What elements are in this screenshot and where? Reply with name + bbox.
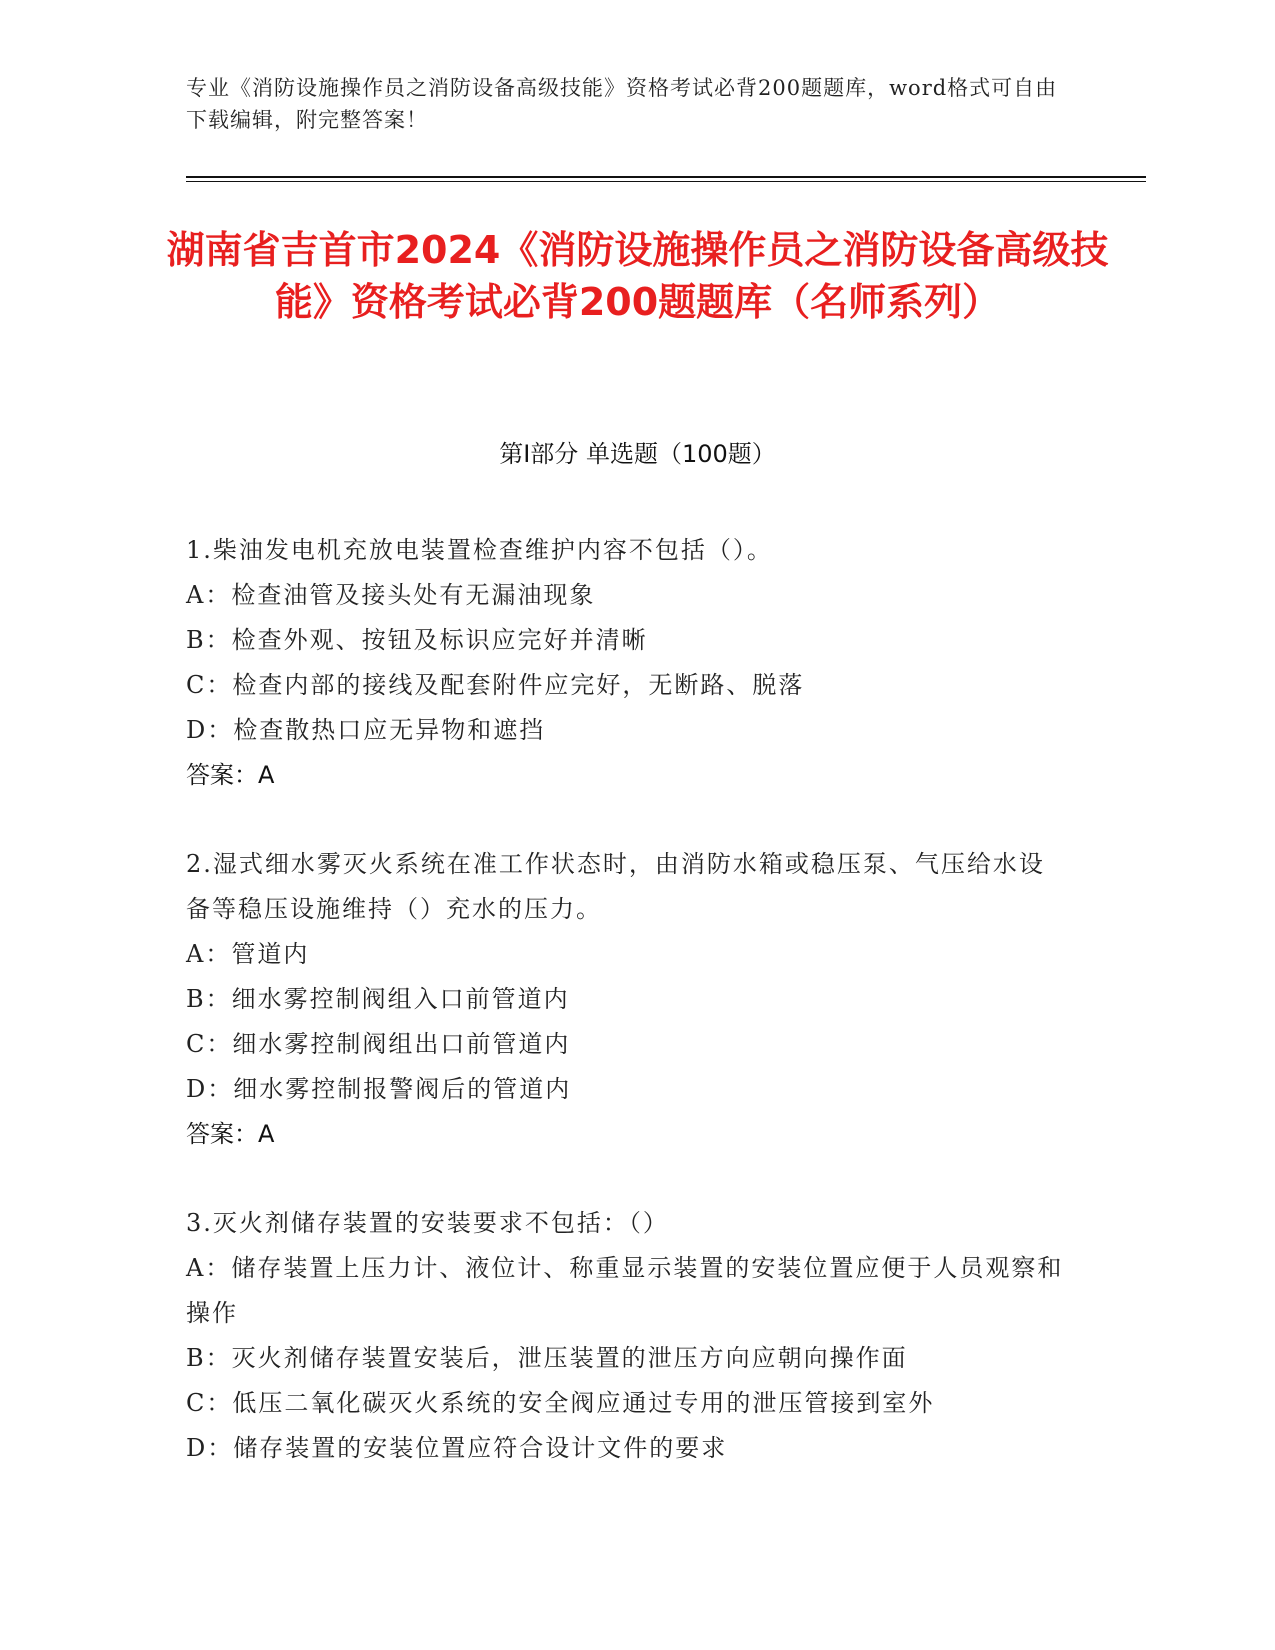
option-a: A：储存装置上压力计、液位计、称重显示装置的安装位置应便于人员观察和操作 [186,1254,1064,1327]
question-2 [186,842,1066,1157]
answer-line: 答案：A [186,761,275,789]
header-divider-thin [186,181,1146,182]
option-d: D：储存装置的安装位置应符合设计文件的要求 [186,1434,728,1462]
option-d: D：检查散热口应无异物和遮挡 [186,716,546,744]
question-3 [186,1201,1066,1471]
option-b: B：检查外观、按钮及标识应完好并清晰 [186,626,648,654]
question-stem: 1.柴油发电机充放电装置检查维护内容不包括（）。 [186,536,773,564]
option-d: D：细水雾控制报警阀后的管道内 [186,1075,572,1103]
section-heading: 第I部分 单选题（100题） [499,440,776,468]
option-c: C：检查内部的接线及配套附件应完好，无断路、脱落 [186,671,805,699]
option-a: A：检查油管及接头处有无漏油现象 [186,581,596,609]
option-b: B：细水雾控制阀组入口前管道内 [186,985,570,1013]
document-title: 湖南省吉首市2024《消防设施操作员之消防设备高级技能》资格考试必背200题题库（名师系列） [166,228,1109,324]
question-stem: 2.湿式细水雾灭火系统在准工作状态时，由消防水箱或稳压泵、气压给水设备等稳压设施维持（）充水的压力。 [186,850,1045,923]
option-b: B：灭火剂储存装置安装后，泄压装置的泄压方向应朝向操作面 [186,1344,908,1372]
answer-line: 答案：A [186,1120,275,1148]
header-note: 专业《消防设施操作员之消防设备高级技能》资格考试必背200题题库，word格式可自由下载编辑，附完整答案！ [186,76,1058,132]
question-stem: 3.灭火剂储存装置的安装要求不包括：（） [186,1209,669,1237]
option-a: A：管道内 [186,940,310,968]
header-divider-thick [186,176,1146,178]
option-c: C：细水雾控制阀组出口前管道内 [186,1030,571,1058]
question-list [186,528,1066,1515]
question-1 [186,528,1066,798]
option-c: C：低压二氧化碳灭火系统的安全阀应通过专用的泄压管接到室外 [186,1389,935,1417]
